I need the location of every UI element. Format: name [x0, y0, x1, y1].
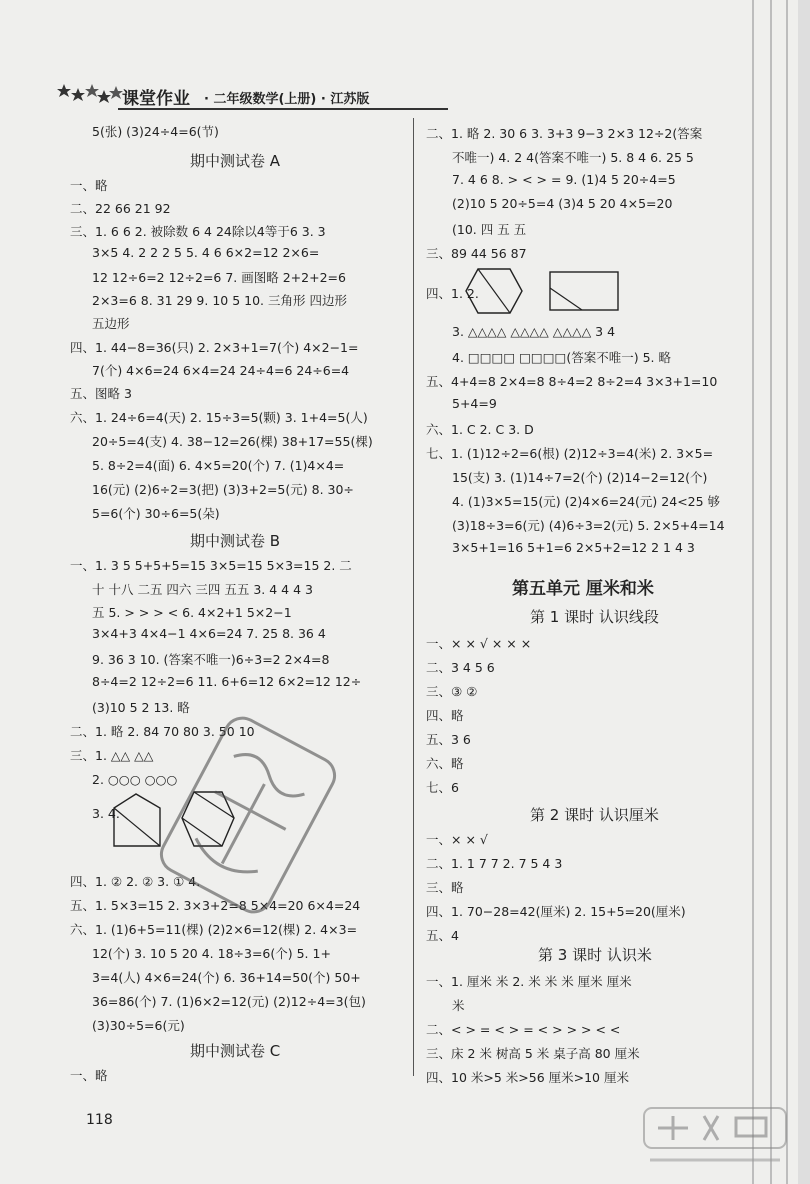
- text-line: 5(张) (3)24÷4=6(节): [92, 124, 219, 139]
- text-line: 15(支) 3. (1)14÷7=2(个) (2)14−2=12(个): [452, 470, 708, 485]
- text-line: 二、1. 略 2. 30 6 3. 3+3 9−3 2×3 12÷2(答案: [426, 126, 703, 141]
- text-line: (2)10 5 20÷5=4 (3)4 5 20 4×5=20: [452, 196, 673, 211]
- page-edge: [786, 0, 788, 1184]
- text-line: 7(个) 4×6=24 6×4=24 24÷4=6 24÷6=4: [92, 363, 350, 378]
- text-line: 二、22 66 21 92: [70, 201, 171, 216]
- text-line: 3. 4.: [92, 806, 120, 821]
- text-line: 五 5. > > > < 6. 4×2+1 5×2−1: [92, 605, 292, 620]
- text-line: (3)10 5 2 13. 略: [92, 700, 190, 715]
- page-edge: [770, 0, 772, 1184]
- text-line: 9. 36 3 10. (答案不唯一)6÷3=2 2×4=8: [92, 652, 330, 667]
- rectangle-figure: [548, 270, 620, 312]
- text-line: (3)30÷5=6(元): [92, 1018, 185, 1033]
- text-line: 五、4: [426, 928, 459, 943]
- text-line: 一、1. 3 5 5+5+5=15 3×5=15 5×3=15 2. 二: [70, 558, 352, 573]
- text-line: 5+4=9: [452, 396, 497, 411]
- text-line: 一、× × √: [426, 832, 488, 847]
- text-line: 七、6: [426, 780, 459, 795]
- text-line: 三、③ ②: [426, 684, 478, 699]
- text-line: 五、图略 3: [70, 386, 132, 401]
- section-heading: 期中测试卷 B: [190, 532, 281, 550]
- text-line: 四、1. ② 2. ② 3. ① 4.: [70, 874, 201, 889]
- section-heading: 期中测试卷 C: [190, 1042, 281, 1060]
- text-line: 四、1. 70−28=42(厘米) 2. 15+5=20(厘米): [426, 904, 686, 919]
- text-line: 5=6(个) 30÷6=5(朵): [92, 506, 220, 521]
- lesson-heading: 第 2 课时 认识厘米: [530, 806, 659, 824]
- header-rule: [118, 108, 448, 110]
- stars-decoration-icon: [56, 80, 124, 110]
- text-line: 3×4+3 4×4−1 4×6=24 7. 25 8. 36 4: [92, 626, 326, 641]
- text-line: 一、略: [70, 178, 108, 193]
- text-line: 六、略: [426, 756, 464, 771]
- text-line: 3×5+1=16 5+1=6 2×5+2=12 2 1 4 3: [452, 540, 695, 555]
- site-watermark-icon: [640, 1102, 790, 1178]
- page-edge: [752, 0, 754, 1184]
- text-line: 一、1. 厘米 米 2. 米 米 米 厘米 厘米: [426, 974, 632, 989]
- text-line: 2. ○○○ ○○○: [92, 772, 178, 787]
- hexagon-figure: [464, 266, 524, 316]
- text-line: 12(个) 3. 10 5 20 4. 18÷3=6(个) 5. 1+: [92, 946, 331, 961]
- text-line: 十 十八 二五 四六 三四 五五 3. 4 4 4 3: [92, 582, 313, 597]
- text-line: 16(元) (2)6÷2=3(把) (3)3+2=5(元) 8. 30÷: [92, 482, 354, 497]
- page-number: 118: [86, 1112, 113, 1128]
- lesson-heading: 第 3 课时 认识米: [538, 946, 652, 964]
- stamp-watermark-icon: [148, 710, 348, 920]
- text-line: 二、< > = < > = < > > > < <: [426, 1022, 621, 1037]
- page-header: [56, 78, 386, 114]
- text-line: 六、1. (1)6+5=11(棵) (2)2×6=12(棵) 2. 4×3=: [70, 922, 358, 937]
- text-line: 五、1. 5×3=15 2. 3×3+2=8 5×4=20 6×4=24: [70, 898, 361, 913]
- text-line: 7. 4 6 8. > < > = 9. (1)4 5 20÷4=5: [452, 172, 676, 187]
- text-line: 不唯一) 4. 2 4(答案不唯一) 5. 8 4 6. 25 5: [452, 150, 694, 165]
- section-heading: 期中测试卷 A: [190, 152, 281, 170]
- text-line: 三、床 2 米 树高 5 米 桌子高 80 厘米: [426, 1046, 640, 1061]
- text-line: 3×5 4. 2 2 2 5 5. 4 6 6×2=12 2×6=: [92, 245, 320, 260]
- text-line: 一、× × √ × × ×: [426, 636, 532, 651]
- text-line: 二、3 4 5 6: [426, 660, 495, 675]
- text-line: 四、1. 44−8=36(只) 2. 2×3+1=7(个) 4×2−1=: [70, 340, 359, 355]
- text-line: 3. △△△△ △△△△ △△△△ 3 4: [452, 324, 616, 339]
- text-line: (10. 四 五 五: [452, 222, 527, 237]
- text-line: 三、1. 6 6 2. 被除数 6 4 24除以4等于6 3. 3: [70, 224, 326, 239]
- header-subtitle: · 二年级数学(上册) · 江苏版: [204, 92, 370, 107]
- text-line: 8÷4=2 12÷2=6 11. 6+6=12 6×2=12 12÷: [92, 674, 362, 689]
- text-line: (3)18÷3=6(元) (4)6÷3=2(元) 5. 2×5+4=14: [452, 518, 725, 533]
- text-line: 4. □□□□ □□□□(答案不唯一) 5. 略: [452, 350, 671, 365]
- text-line: 5. 8÷2=4(面) 6. 4×5=20(个) 7. (1)4×4=: [92, 458, 345, 473]
- text-line: 2×3=6 8. 31 29 9. 10 5 10. 三角形 四边形: [92, 293, 347, 308]
- text-line: 四、1. 2.: [426, 286, 479, 301]
- text-line: 四、略: [426, 708, 464, 723]
- header-title: 课堂作业: [122, 89, 190, 109]
- text-line: 36=86(个) 7. (1)6×2=12(元) (2)12÷4=3(包): [92, 994, 366, 1009]
- text-line: 二、1. 略 2. 84 70 80 3. 50 10: [70, 724, 255, 739]
- lesson-heading: 第 1 课时 认识线段: [530, 608, 659, 626]
- unit-title: 第五单元 厘米和米: [512, 579, 654, 599]
- text-line: 12 12÷6=2 12÷2=6 7. 画图略 2+2+2=6: [92, 270, 346, 285]
- text-line: 3=4(人) 4×6=24(个) 6. 36+14=50(个) 50+: [92, 970, 361, 985]
- column-divider: [413, 118, 414, 1076]
- text-line: 米: [452, 998, 465, 1013]
- text-line: 三、1. △△ △△: [70, 748, 154, 763]
- text-line: 五、3 6: [426, 732, 471, 747]
- text-line: 五、4+4=8 2×4=8 8÷4=2 8÷2=4 3×3+1=10: [426, 374, 718, 389]
- text-line: 二、1. 1 7 7 2. 7 5 4 3: [426, 856, 563, 871]
- text-line: 三、略: [426, 880, 464, 895]
- text-line: 六、1. 24÷6=4(天) 2. 15÷3=5(颗) 3. 1+4=5(人): [70, 410, 368, 425]
- text-line: 4. (1)3×5=15(元) (2)4×6=24(元) 24<25 够: [452, 494, 721, 509]
- text-line: 四、10 米>5 米>56 厘米>10 厘米: [426, 1070, 629, 1085]
- text-line: 20÷5=4(支) 4. 38−12=26(棵) 38+17=55(棵): [92, 434, 373, 449]
- text-line: 三、89 44 56 87: [426, 246, 527, 261]
- text-line: 七、1. (1)12÷2=6(根) (2)12÷3=4(米) 2. 3×5=: [426, 446, 714, 461]
- text-line: 六、1. C 2. C 3. D: [426, 422, 534, 437]
- text-line: 五边形: [92, 316, 130, 331]
- text-line: 一、略: [70, 1068, 108, 1083]
